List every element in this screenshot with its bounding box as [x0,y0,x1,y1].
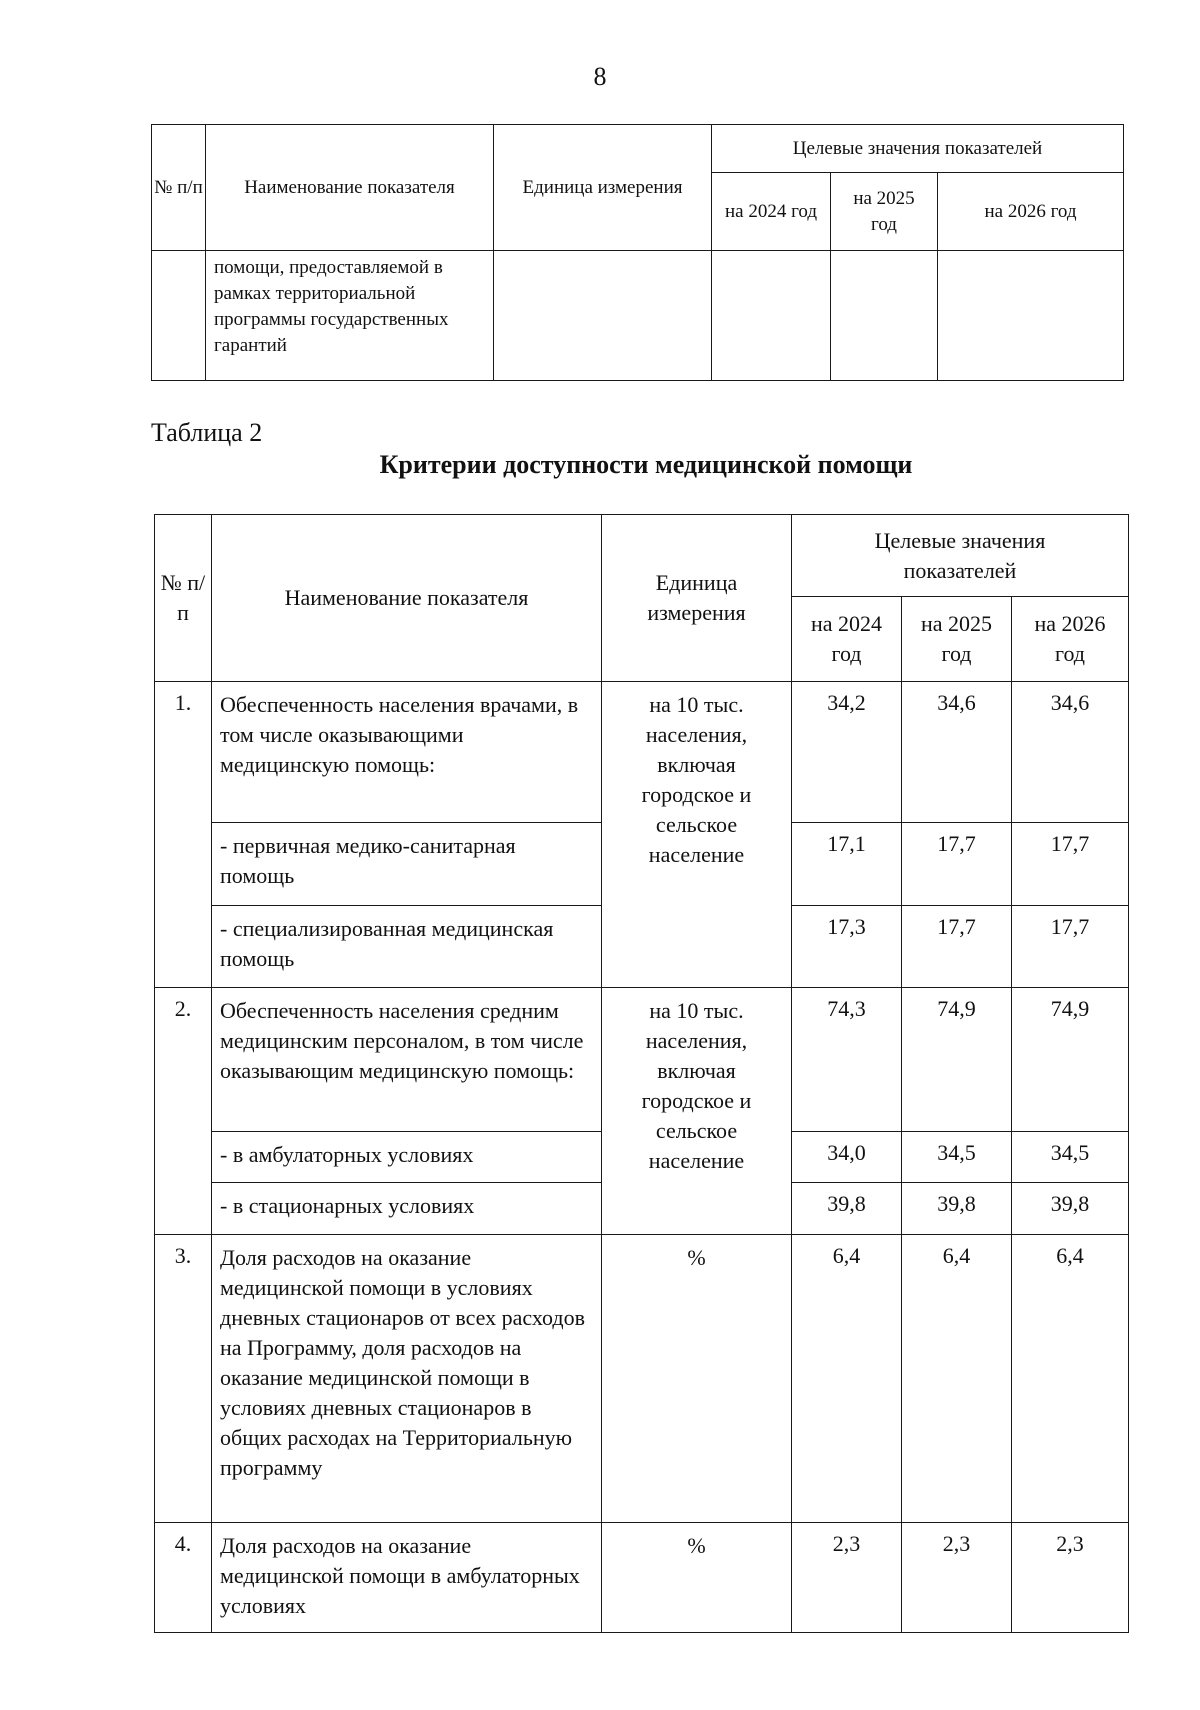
row-value-2026: 34,5 [1012,1132,1129,1183]
row-value-2024: 17,1 [792,823,902,906]
subrow-name: - в стационарных условиях [212,1183,602,1235]
row-value-2024: 17,3 [792,906,902,988]
row-value-2026: 34,6 [1012,682,1129,823]
header-unit: Единица измерения [602,515,792,682]
row-value-2026: 2,3 [1012,1523,1129,1633]
row-num: 1. [155,682,212,988]
row-value-2026: 39,8 [1012,1183,1129,1235]
header-year-2024: на 2024 год [792,597,902,682]
row-value-2026 [938,251,1124,381]
row-unit [494,251,712,381]
row-value-2024 [712,251,831,381]
row-value-2024: 2,3 [792,1523,902,1633]
row-value-2026: 17,7 [1012,823,1129,906]
header-name: Наименование показателя [212,515,602,682]
header-year-2026: на 2026 год [1012,597,1129,682]
header-target-values: Целевые значения показателей [792,515,1129,597]
subrow-name: - первичная медико-санитарная помощь [212,823,602,906]
row-value-2024: 6,4 [792,1235,902,1523]
row-value-2025: 74,9 [902,988,1012,1132]
row-unit: на 10 тыс. населения, включая городское и сельское население [602,682,792,988]
row-value-2025: 34,5 [902,1132,1012,1183]
row-unit: на 10 тыс. населения, включая городское и сельское население [602,988,792,1235]
row-name: помощи, предоставляемой в рамках территориальной программы государственных гарантий [206,251,494,381]
row-num: 4. [155,1523,212,1633]
header-year-2025: на 2025 год [831,173,938,251]
row-unit: % [602,1235,792,1523]
row-name: Доля расходов на оказание медицинской помощи в амбулаторных условиях [212,1523,602,1633]
header-num: № п/п [155,515,212,682]
row-value-2024: 34,0 [792,1132,902,1183]
row-name: Обеспеченность населения врачами, в том числе оказывающими медицинскую помощь: [212,682,602,823]
row-unit: % [602,1523,792,1633]
header-target-values: Целевые значения показателей [712,125,1124,173]
row-value-2026: 6,4 [1012,1235,1129,1523]
indicators-table-continuation [151,124,1124,381]
row-name: Доля расходов на оказание медицинской помощи в условиях дневных стационаров от всех расходов на Программу, доля расходов на оказание медицинской помощи в условиях дневных стационаров в общих расходах на Территориальную программу [212,1235,602,1523]
row-value-2025: 39,8 [902,1183,1012,1235]
row-value-2024: 39,8 [792,1183,902,1235]
row-value-2024: 34,2 [792,682,902,823]
row-num [152,251,206,381]
row-value-2025: 17,7 [902,823,1012,906]
row-name: Обеспеченность населения средним медицинским персоналом, в том числе оказывающим медицинскую помощь: [212,988,602,1132]
subrow-name: - специализированная медицинская помощь [212,906,602,988]
subrow-name: - в амбулаторных условиях [212,1132,602,1183]
page-number: 8 [593,62,607,91]
row-value-2025: 6,4 [902,1235,1012,1523]
row-value-2025 [831,251,938,381]
row-value-2026: 17,7 [1012,906,1129,988]
table-caption: Таблица 2 [151,418,263,447]
header-year-2024: на 2024 год [712,173,831,251]
header-unit: Единица измерения [494,125,712,251]
header-num: № п/п [152,125,206,251]
row-num: 3. [155,1235,212,1523]
header-name: Наименование показателя [206,125,494,251]
row-value-2025: 34,6 [902,682,1012,823]
row-num: 2. [155,988,212,1235]
row-value-2025: 2,3 [902,1523,1012,1633]
header-year-2025: на 2025 год [902,597,1012,682]
table-title: Критерии доступности медицинской помощи [379,450,913,479]
row-value-2026: 74,9 [1012,988,1129,1132]
accessibility-criteria-table [154,514,1129,1633]
row-value-2025: 17,7 [902,906,1012,988]
header-year-2026: на 2026 год [938,173,1124,251]
row-value-2024: 74,3 [792,988,902,1132]
